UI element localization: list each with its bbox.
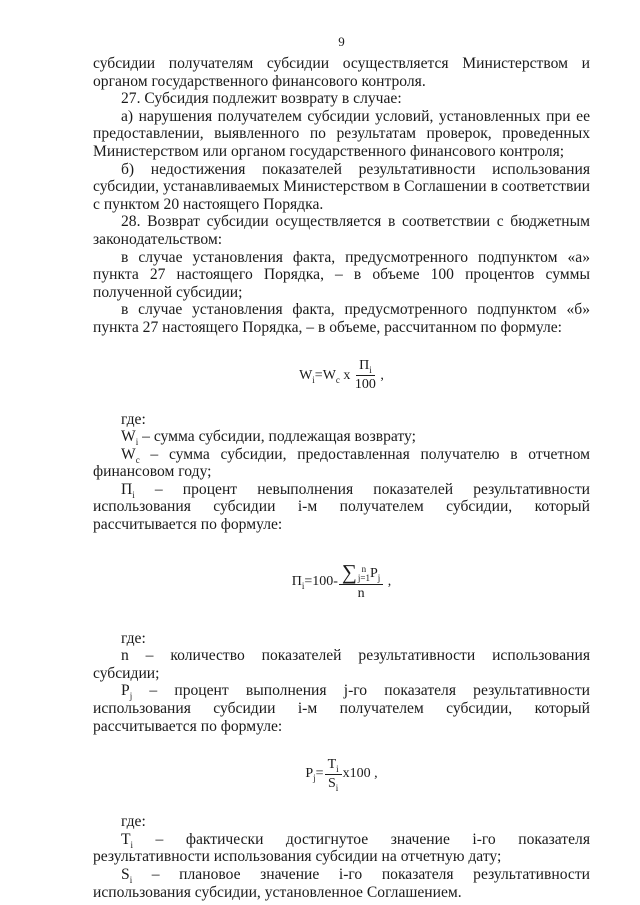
formula3-fraction: [325, 757, 342, 792]
definition-wi: $W_i$ – сумма субсидии, подлежащая возврату;: [121, 428, 416, 448]
formula1-lhs: $W_i$: [299, 367, 315, 385]
where-label-2: где:: [121, 629, 146, 647]
formula2-fraction: [339, 559, 383, 602]
paragraph-27a: а) нарушения получателем субсидии условий, установленных при ее предоставлении, выявленного по результатам проверок, проведенных Министерством или органом государственного финансового контроля;: [93, 107, 590, 160]
formula2-eq: =100-: [304, 573, 338, 589]
definition-ti: $T_i$ – фактически достигнутое значение i-го показателя результативности использования субсидии на отчетную дату;: [93, 830, 590, 866]
where-label-1: где:: [121, 410, 146, 428]
page-number: 9: [338, 34, 345, 49]
definition-pi: $П_i$ – процент невыполнения показателей результативности использования субсидии i-м получателем субсидии, который рассчитывается по формуле:: [93, 480, 590, 534]
formula3-numerator: $T_i$: [325, 757, 342, 775]
paragraph-28-case-b: в случае установления факта, предусмотренного подпунктом «б» пункта 27 настоящего Порядка, – в объеме, рассчитанном по формуле:: [93, 301, 590, 336]
formula1-eq: =: [314, 367, 323, 383]
formula1-w: $W_c$: [322, 367, 340, 385]
paragraph-28: 28. Возврат субсидии осуществляется в соответствии с бюджетным законодательством:: [93, 213, 590, 248]
formula-fulfillment-percent: [93, 735, 590, 813]
formula1-denominator: 100: [354, 377, 376, 392]
definition-n: n – количество показателей результативности использования субсидии;: [93, 647, 590, 682]
formula3-eq: =: [315, 766, 324, 782]
formula2-lhs: $П_i$: [291, 573, 305, 591]
formula1-numerator: $П_i$: [356, 358, 375, 376]
paragraph-27b: б) недостижения показателей результативности использования субсидии, устанавливаемых Министерством в Соглашении в соответствии с пунктом 20 настоящего Порядка.: [93, 160, 590, 213]
formula3-tail: ,: [370, 766, 378, 782]
formula1-times: x: [339, 367, 354, 383]
paragraph-28-case-a: в случае установления факта, предусмотренного подпунктом «а» пункта 27 настоящего Порядка, – в объеме 100 процентов суммы полученной субсидии;: [93, 248, 590, 301]
formula3-denominator: $S_i$: [327, 775, 339, 793]
formula2-denominator: n: [357, 585, 365, 601]
paragraph-continuation: субсидии получателям субсидии осуществляется Министерством и органом государственного финансового контроля.: [93, 55, 590, 90]
formula-refund-amount: [93, 341, 590, 411]
where-label-3: где:: [121, 813, 146, 831]
definition-pj: $P_j$ – процент выполнения j-го показателя результативности использования субсидии i-м получателем субсидии, который рассчитывается по формуле:: [93, 682, 590, 735]
definition-si: $S_i$ – плановое значение i-го показателя результативности использования субсидии, установленное Соглашением.: [93, 866, 590, 901]
definition-wc: $W_c$ – сумма субсидии, предоставленная получателю в отчетном финансовом году;: [93, 445, 590, 481]
formula-nonfulfillment-percent: [93, 534, 590, 630]
formula2-numerator: ∑ n j=1 $P_j$: [339, 562, 383, 585]
formula3-lhs: $P_j$: [305, 766, 316, 784]
formula2-tail: ,: [384, 573, 392, 589]
formula3-times: x100: [342, 766, 371, 782]
formula1-tail: ,: [376, 367, 384, 383]
sum-symbol: ∑: [341, 559, 357, 584]
paragraph-27: 27. Субсидия подлежит возврату в случае:: [121, 90, 402, 108]
sum-limits: n j=1: [357, 563, 370, 583]
formula1-fraction: [355, 358, 376, 393]
